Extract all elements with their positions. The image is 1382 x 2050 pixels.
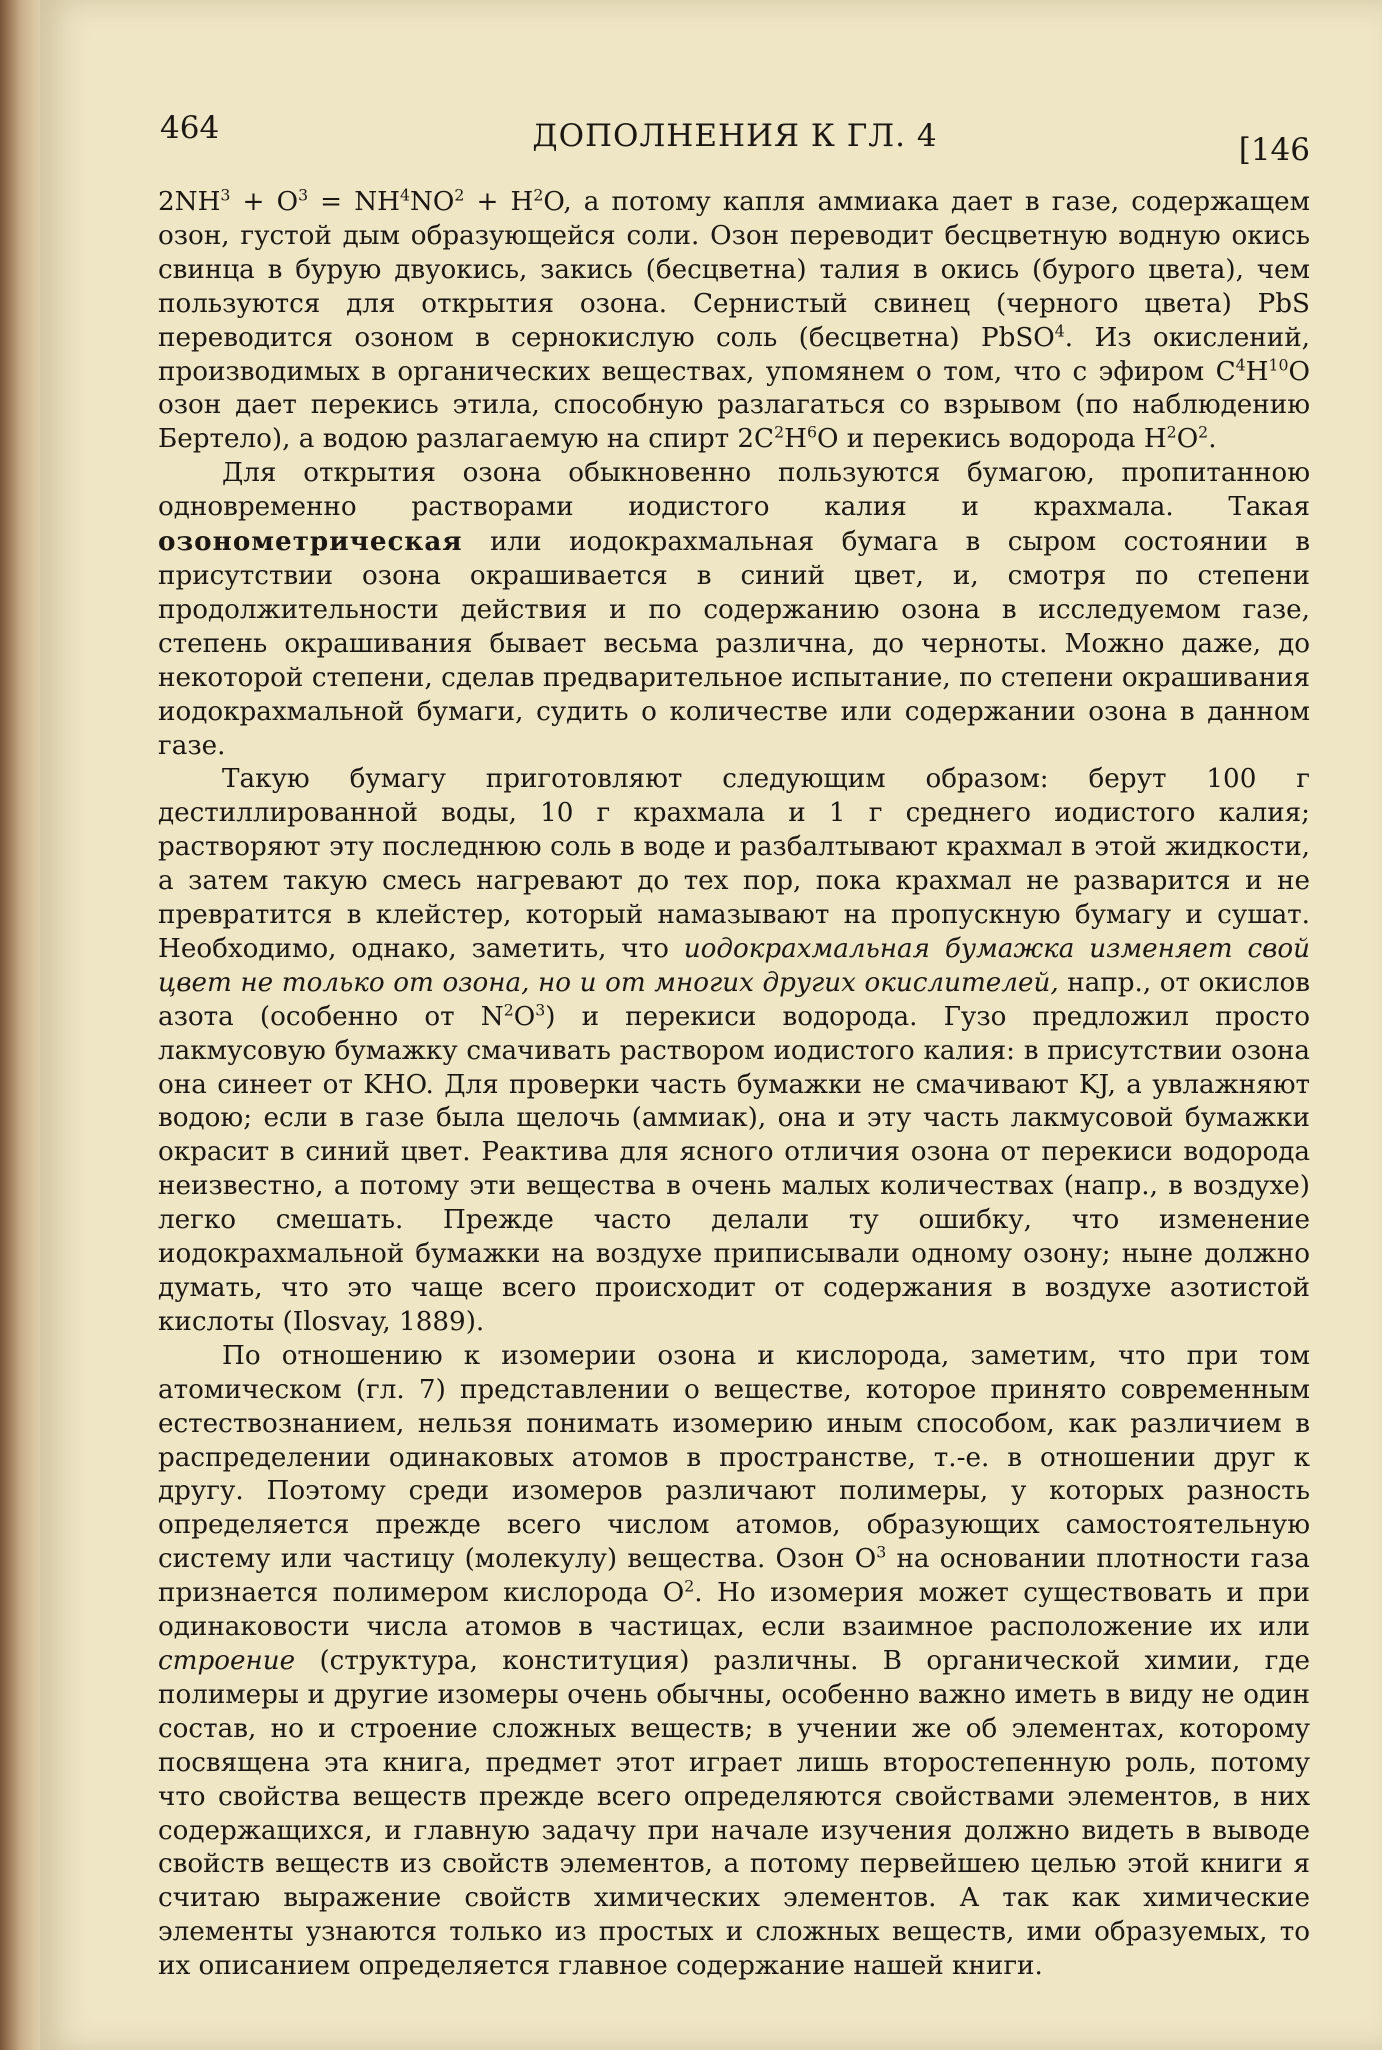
superscript: 2 [503,1000,514,1020]
superscript: 3 [876,1542,887,1562]
formula-text: 2NH [158,187,221,217]
body-text: O [1176,424,1199,455]
body-text: или иодокрахмальная бумага в сыром состоянии в присутствии озона окрашивается в синий цвет, и, смотря по степени продолжительности действия и по содержанию озона в исследуемом газе, степень окрашивания бывает весьма различна, до черноты. Можно даже, до некоторой степени, сделав предварительное испытание, по степени окрашивания иодокрахмальной бумаги, судить о количестве или содержании озона в данном газе. [158,527,1310,761]
body-text: Такую бумагу приготовляют следующим образом: берут 100 г дестиллированной воды, 10 г крахмала и 1 г среднего иодистого калия; растворяют эту последнюю соль в воде и разбалтывают крахмал в этой жидкости, а затем такую смесь нагревают до тех пор, пока крахмал не разварится и не превратится в клейстер, который намазывают на пропускную бумагу и сушат. Необходимо, однако, заметить, что [158,764,1310,964]
formula-text: O, [543,187,572,217]
body-text: O [513,1001,536,1032]
formula-text: = NH [308,187,400,217]
superscript: 3 [535,1000,546,1020]
formula-text: NO [410,187,455,217]
bold-term: озонометрическая [158,526,463,558]
superscript: 2 [1166,422,1177,442]
superscript: 4 [1235,355,1246,375]
section-reference: [146 [1238,132,1310,168]
body-text: . [1208,424,1217,455]
superscript: 10 [1268,355,1289,375]
paragraph-3 [158,763,1310,1339]
formula-superscript: 2 [454,185,465,205]
paragraph-2 [158,457,1310,763]
formula-text: + H [464,187,534,217]
formula-superscript: 3 [220,185,231,205]
paragraph-4 [158,1340,1310,1984]
formula-superscript: 4 [399,185,410,205]
superscript: 4 [1054,321,1065,341]
page-body [158,186,1310,1984]
body-text: Для открытия озона обыкновенно пользуются бумагою, пропитанною одновременно растворами иодистого калия и крахмала. Такая [158,458,1310,523]
page-header [160,110,1310,170]
body-text: (структура, конституция) различны. В органической химии, где полимеры и другие изомеры очень обычны, особенно важно иметь в виду не один состав, но и строение сложных веществ; в учении же об элементах, которому посвящена эта книга, предмет этот играет лишь второстепенную роль, потому что свойства веществ прежде всего определяются свойствами элементов, в них содержащихся, и главную задачу при начале изучения должно видеть в выводе свойств веществ из свойств элементов, а потому первейшею целью этой книги я считаю выражение свойств химических элементов. А так как химические элементы узнаются только из простых и сложных веществ, ими образуемых, то их описанием определяется главное содержание нашей книги. [158,1645,1310,1982]
body-text: напр., от окислов азота (особенно от N [158,967,1310,1032]
body-text: а потому капля аммиака дает в газе, содержащем озон, густой дым образующейся соли. Озон переводит бесцветную водную окись свинца в бурую двуокись, закись (бесцветна) талия в окись (бурого цвета), чем пользуются для открытия озона. Сернистый свинец (черного цвета) PbS переводится озоном в сернокислую соль (бесцветна) PbSO [158,187,1311,353]
body-text: . Из окислений, производимых в органических веществах, упомянем о том, что с эфиром C [158,322,1310,387]
formula-text: + O [230,187,299,217]
running-title: ДОПОЛНЕНИЯ К ГЛ. 4 [532,118,938,154]
formula-superscript: 3 [298,185,309,205]
page-number: 464 [160,110,220,146]
body-text: O и перекись водорода H [816,424,1167,455]
formula-superscript: 2 [533,185,544,205]
superscript: 2 [1198,422,1209,442]
body-text: По отношению к изомерии озона и кислорода, заметим, что при том атомическом (гл. 7) представлении о веществе, которое принято современным естествознанием, нельзя понимать изомерию иным способом, как различием в распределении одинаковых атомов в пространстве, т.-е. в отношении друг к другу. Поэтому среди изомеров различают полимеры, у которых разность определяется прежде всего числом атомов, образующих самостоятельную систему или частицу (молекулу) вещества. Озон O [158,1340,1310,1575]
body-text: на основании плотности газа признается полимером кислорода O [158,1544,1310,1609]
superscript: 2 [774,422,785,442]
paragraph-1 [158,186,1310,457]
superscript: 6 [806,422,817,442]
body-text: ) и перекиси водорода. Гузо предложил просто лакмусовую бумажку смачивать раствором иодистого калия: в присутствии озона она синеет от KHO. Для проверки часть бумажки не смачивают KJ, а увлажняют водою; если в газе была щелочь (аммиак), она и эту часть лакмусовой бумажки окрасит в синий цвет. Реактива для ясного отличия озона от перекиси водорода неизвестно, а потому эти вещества в очень малых количествах (напр., в воздухе) легко смешать. Прежде часто делали ту ошибку, что изменение иодокрахмальной бумажки на воздухе приписывали одному озону; ныне должно думать, что это чаще всего происходит от содержания в воздухе азотистой кислоты (Ilosvay, 1889). [158,1001,1310,1337]
body-text: H [784,424,807,455]
body-text: O озон дает перекись этила, способную разлагаться со взрывом (по наблюдению Бертело), а водою разлагаемую на спирт 2C [158,356,1310,455]
italic-emphasis: строение [158,1645,296,1676]
body-text: . Но изомерия может существовать и при одинаковости числа атомов в частицах, если взаимное расположение их или [158,1578,1310,1643]
body-text: H [1245,356,1269,387]
italic-emphasis: иодокрахмальная бумажка изменяет свой цвет не только от озона, но и от многих других окислителей, [158,933,1311,998]
superscript: 2 [684,1576,695,1596]
